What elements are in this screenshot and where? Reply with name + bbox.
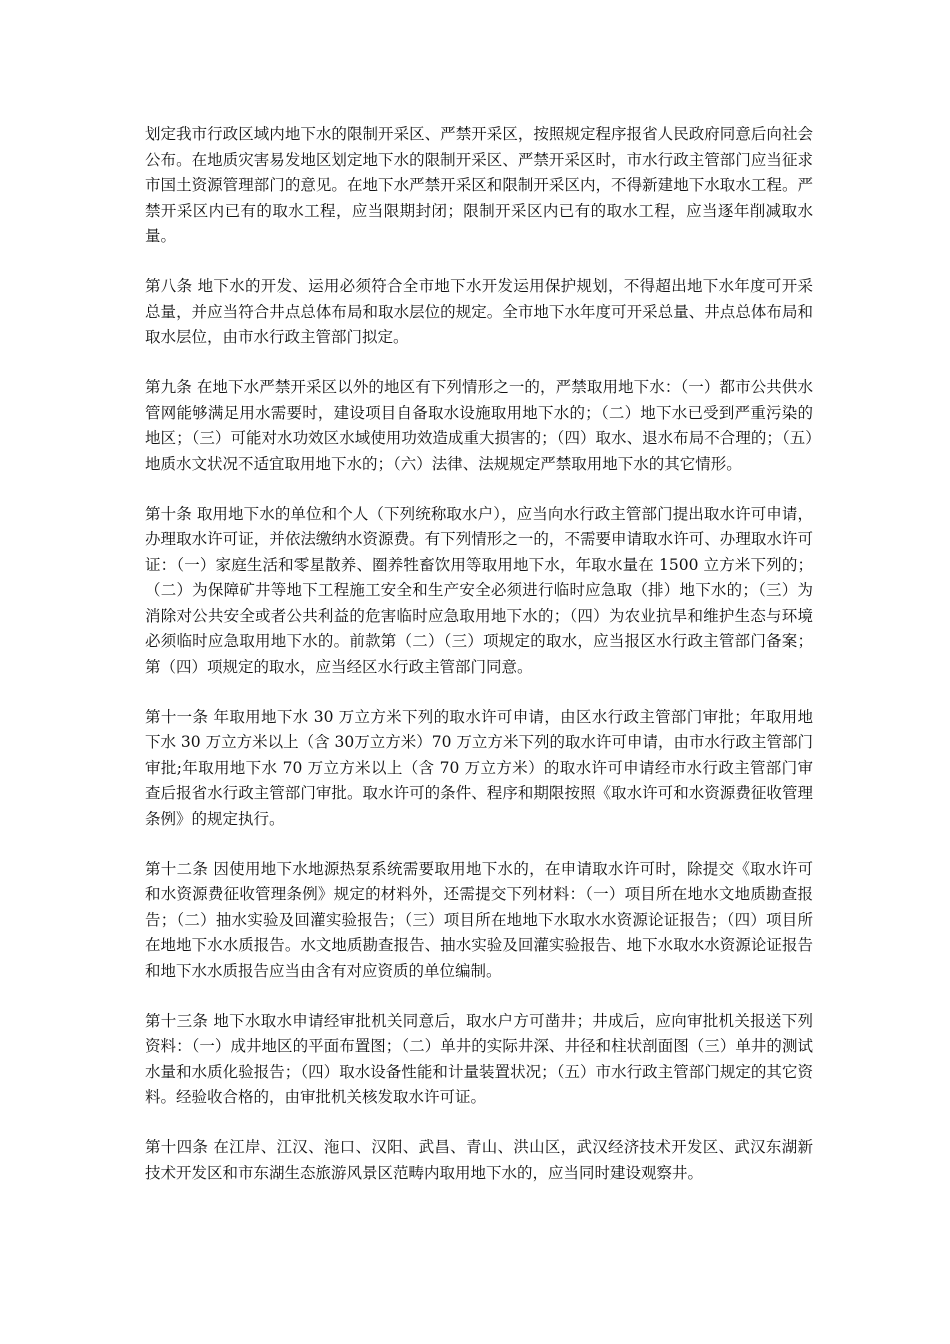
paragraph-article-9: 第九条 在地下水严禁开采区以外的地区有下列情形之一的，严禁取用地下水：（一）都市公共供水管网能够满足用水需要时，建设项目自备取水设施取用地下水的；（二）地下水已受到严重污染的地区；（三）可能对水功效区水域使用功效造成重大损害的；（四）取水、退水布局不合理的；（五）地质水文状况不适宜取用地下水的；（六）法律、法规规定严禁取用地下水的其它情形。 (145, 378, 813, 473)
paragraph-article-8: 第八条 地下水的开发、运用必须符合全市地下水开发运用保护规划，不得超出地下水年度可开采总量，并应当符合井点总体布局和取水层位的规定。全市地下水年度可开采总量、井点总体布局和取水层位，由市水行政主管部门拟定。 (145, 277, 813, 346)
document-body (145, 122, 813, 1186)
paragraph-restricted-zones: 划定我市行政区域内地下水的限制开采区、严禁开采区，按照规定程序报省人民政府同意后向社会公布。在地质灾害易发地区划定地下水的限制开采区、严禁开采区时，市水行政主管部门应当征求市国土资源管理部门的意见。在地下水严禁开采区和限制开采区内，不得新建地下水取水工程。严禁开采区内已有的取水工程，应当限期封闭；限制开采区内已有的取水工程，应当逐年削减取水量。 (145, 125, 813, 245)
paragraph-article-14: 第十四条 在江岸、江汉、沲口、汉阳、武昌、青山、洪山区，武汉经济技术开发区、武汉东湖新技术开发区和市东湖生态旅游风景区范畴内取用地下水的，应当同时建设观察井。 (145, 1138, 813, 1182)
paragraph-article-12: 第十二条 因使用地下水地源热泵系统需要取用地下水的，在申请取水许可时，除提交《取水许可和水资源费征收管理条例》规定的材料外，还需提交下列材料：（一）项目所在地水文地质勘查报告；（二）抽水实验及回灌实验报告；（三）项目所在地地下水取水水资源论证报告；（四）项目所在地地下水水质报告。水文地质勘查报告、抽水实验及回灌实验报告、地下水取水水资源论证报告和地下水水质报告应当由含有对应资质的单位编制。 (145, 859, 813, 980)
paragraph-article-10: 第十条 取用地下水的单位和个人（下列统称取水户），应当向水行政主管部门提出取水许可申请，办理取水许可证，并依法缴纳水资源费。有下列情形之一的，不需要申请取水许可、办理取水许可证：（一）家庭生活和零星散养、圈养牲畜饮用等取用地下水，年取水量在 1500 立方米下列的；（二）为保障矿井等地下工程施工安全和生产安全必须进行临时应急取（排）地下水的；（三）为消除对公共安全或者公共利益的危害临时应急取用地下水的；（四）为农业抗旱和维护生态与环境必须临时应急取用地下水的。前款第（二）（三）项规定的取水，应当报区水行政主管部门备案；第（四）项规定的取水，应当经区水行政主管部门同意。 (145, 504, 813, 676)
paragraph-article-11: 第十一条 年取用地下水 30 万立方米下列的取水许可申请，由区水行政主管部门审批；年取用地下水 30 万立方米以上（含 30万立方米）70 万立方米下列的取水许可申请，由市水行政主管部门审批;年取用地下水 70 万立方米以上（含 70 万立方米）的取水许可申请经市水行政主管部门审查后报省水行政主管部门审批。取水许可的条件、程序和期限按照《取水许可和水资源费征收管理条例》的规定执行。 (145, 707, 813, 828)
paragraph-article-13: 第十三条 地下水取水申请经审批机关同意后，取水户方可凿井；井成后，应向审批机关报送下列资料：（一）成井地区的平面布置图；（二）单井的实际井深、井径和柱状剖面图（三）单井的测试水量和水质化验报告；（四）取水设备性能和计量装置状况；（五）市水行政主管部门规定的其它资料。经验收合格的，由审批机关核发取水许可证。 (145, 1011, 813, 1106)
